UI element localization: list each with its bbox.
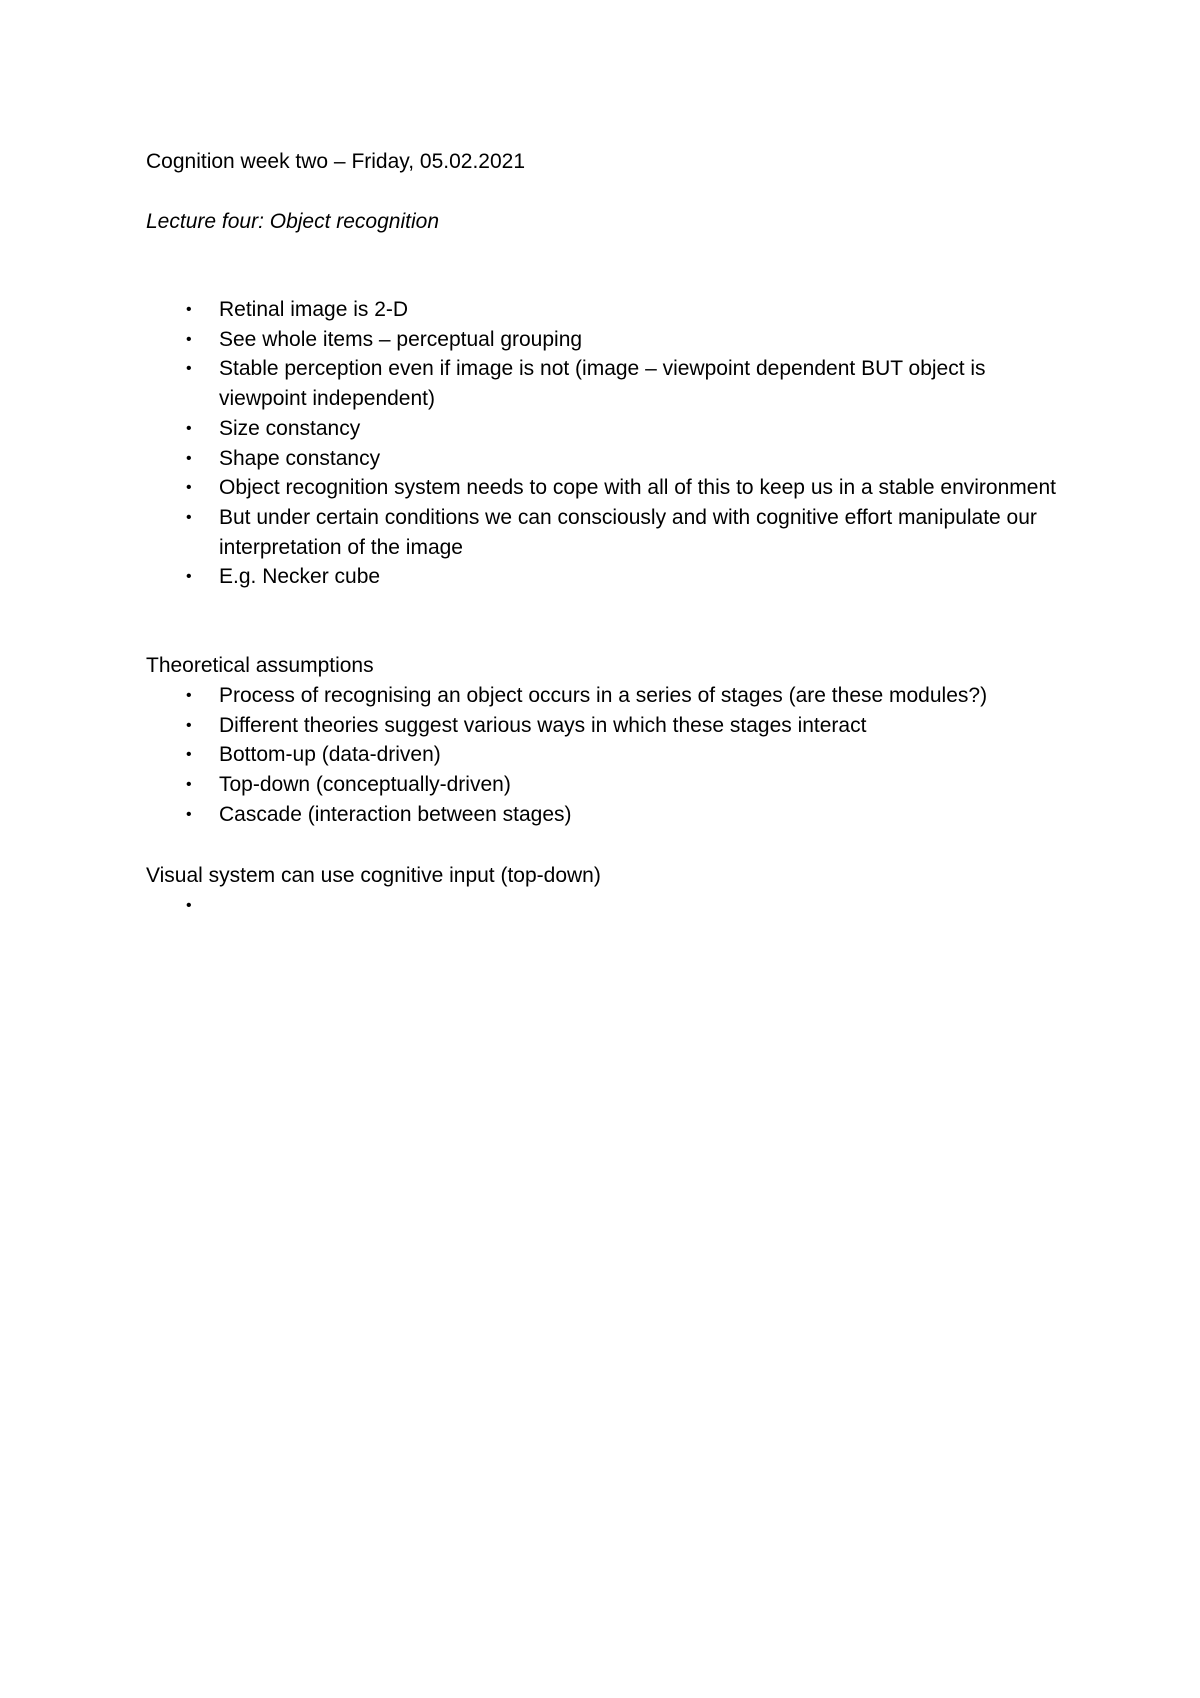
list-item [146,473,1076,503]
list-item-text: Different theories suggest various ways in which these stages interact [219,713,867,737]
bullet-icon: • [186,479,192,497]
list-item [146,681,1076,711]
bullet-icon: • [186,805,192,823]
list-item-text: Bottom-up (data-driven) [219,743,441,767]
bullet-icon: • [186,687,192,704]
list-item-text: But under certain conditions we can consciously and with cognitive effort manipulate our interpretation of the image [219,505,1037,559]
bullet-icon: • [186,746,192,764]
bullet-icon: • [186,776,192,794]
list-item [146,891,1076,921]
bullet-icon: • [186,568,192,586]
list-item-text: Cascade (interaction between stages) [219,802,572,826]
document-title: Cognition week two – Friday, 05.02.2021 [146,150,526,173]
list-item [146,414,1076,444]
list-item [146,295,1076,325]
list-item-text: Process of recognising an object occurs in a series of stages (are these modules?) [219,684,988,707]
bullet-icon: • [186,301,192,318]
bullet-list-visual-system [146,891,1076,921]
bullet-icon: • [186,716,192,734]
list-item-text: Stable perception even if image is not (image – viewpoint dependent BUT object is viewpoint independent) [219,357,986,411]
bullet-icon: • [186,360,192,378]
bullet-icon: • [186,419,192,437]
list-item-text: Size constancy [219,416,361,440]
bullet-list-intro [146,295,1076,592]
section-heading-visual-system: Visual system can use cognitive input (top-down) [146,864,601,887]
list-item-text: Retinal image is 2-D [219,298,409,321]
bullet-icon: • [186,897,192,914]
section-heading-theoretical-assumptions: Theoretical assumptions [146,654,374,677]
bullet-icon: • [186,330,192,348]
list-item [146,354,1076,413]
bullet-icon: • [186,449,192,467]
list-item [146,800,1076,830]
lecture-subtitle: Lecture four: Object recognition [146,210,439,233]
list-item [146,740,1076,770]
bullet-list-theoretical-assumptions [146,681,1076,830]
list-item-text: See whole items – perceptual grouping [219,327,583,351]
list-item [146,325,1076,355]
list-item-text: Top-down (conceptually-driven) [219,773,511,797]
list-item [146,562,1076,592]
list-item-text: E.g. Necker cube [219,565,381,589]
list-item-text [219,891,1076,921]
list-item [146,444,1076,474]
list-item [146,711,1076,741]
list-item-text: Shape constancy [219,446,381,470]
list-item [146,770,1076,800]
list-item-text: Object recognition system needs to cope with all of this to keep us in a stable environment [219,476,1056,500]
list-item [146,503,1076,562]
bullet-icon: • [186,508,192,526]
